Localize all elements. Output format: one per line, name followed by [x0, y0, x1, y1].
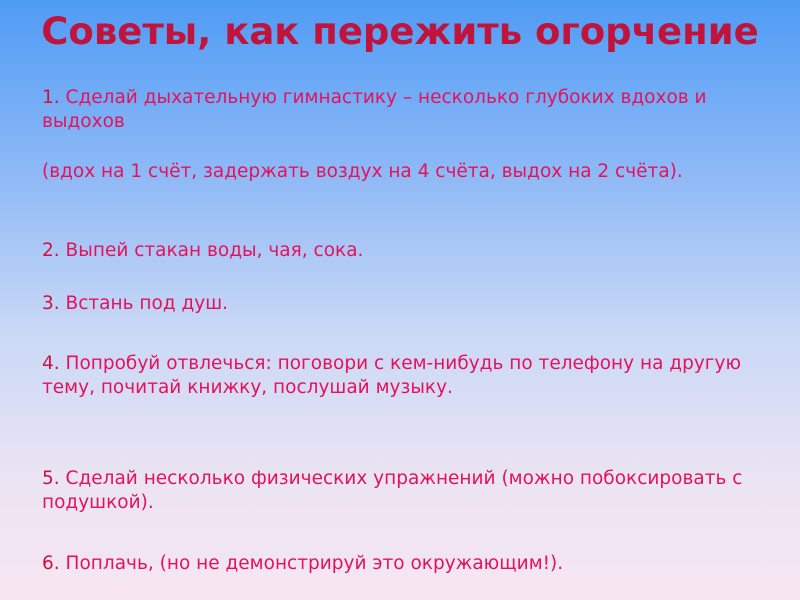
- tip-text: Попробуй отвлечься: поговори с кем-нибудь по телефону на другую тему, почитай книжку, послушай музыку.: [42, 353, 742, 398]
- tip-1-detail: [42, 160, 762, 184]
- tip-number: 2.: [42, 240, 60, 261]
- tip-text: Выпей стакан воды, чая, сока.: [65, 240, 364, 261]
- tip-number: 1.: [42, 87, 60, 108]
- tip-text: Сделай несколько физических упражнений (можно побоксировать с подушкой).: [42, 468, 743, 513]
- tip-text: Сделай дыхательную гимнастику – несколько глубоких вдохов и выдохов: [42, 87, 707, 132]
- tip-1: [42, 86, 762, 134]
- slide-title: Советы, как пережить огорчение: [41, 10, 759, 53]
- tip-text: Поплачь, (но не демонстрируй это окружающим!).: [65, 553, 564, 574]
- tip-text: (вдох на 1 счёт, задержать воздух на 4 счёта, выдох на 2 счёта).: [42, 161, 683, 182]
- tip-4: [42, 352, 762, 400]
- tip-5: [42, 467, 762, 515]
- tip-number: 5.: [42, 468, 60, 489]
- tip-number: 3.: [42, 293, 60, 314]
- tip-number: 6.: [42, 553, 60, 574]
- tip-2: [42, 239, 762, 263]
- tip-text: Встань под душ.: [65, 293, 229, 314]
- tip-3: [42, 292, 762, 316]
- tip-6: [42, 552, 762, 576]
- tip-number: 4.: [42, 353, 60, 374]
